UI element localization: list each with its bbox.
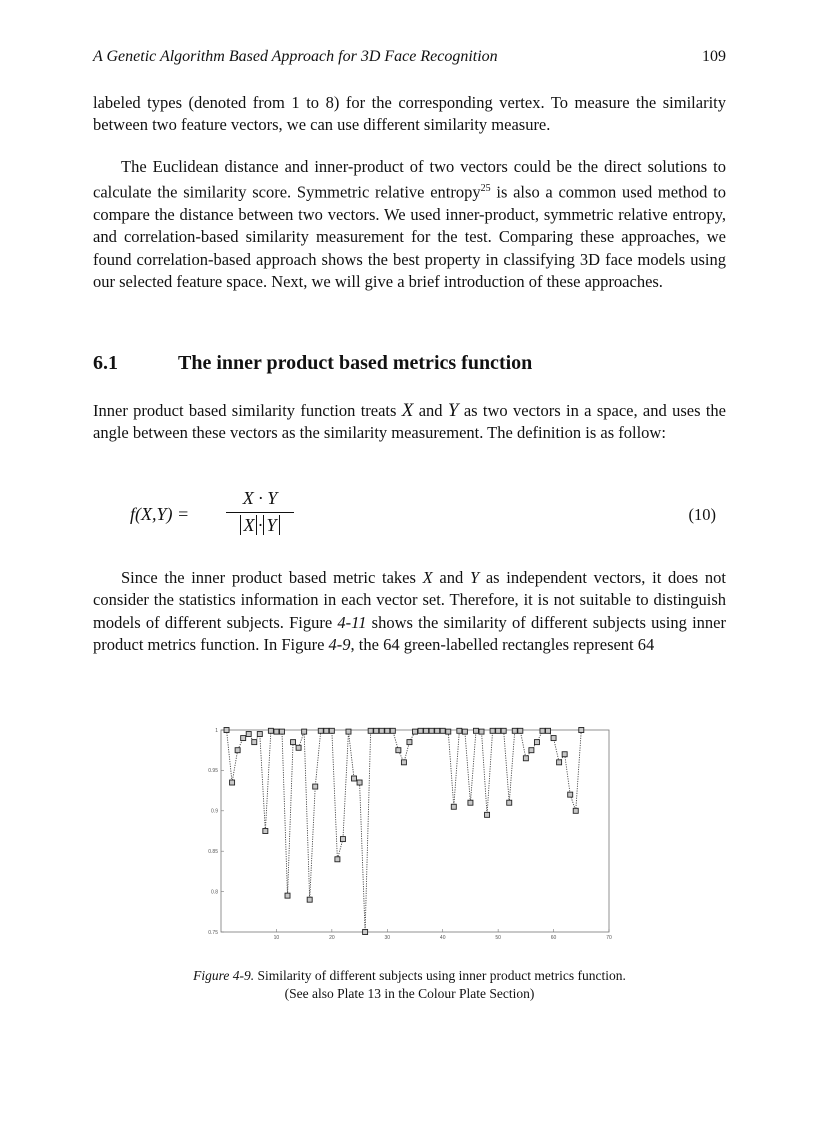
equation-fraction	[226, 488, 294, 536]
data-point	[241, 736, 246, 741]
data-point	[346, 729, 351, 734]
data-point	[546, 728, 551, 733]
data-point	[473, 728, 478, 733]
paragraph-2-text-a: The Euclidean distance and inner-product of two vectors could be the direct solutions to calculate the similarity score. Symmetric relative entropy	[93, 157, 726, 202]
den-dot: ·	[257, 515, 264, 535]
data-point	[518, 728, 523, 733]
data-point	[490, 728, 495, 733]
data-point	[379, 728, 384, 733]
data-point	[390, 728, 395, 733]
plot-area	[221, 730, 609, 932]
data-point	[329, 728, 334, 733]
data-point	[335, 857, 340, 862]
norm-y: Y	[263, 515, 279, 535]
data-point	[268, 728, 273, 733]
data-point	[579, 728, 584, 733]
data-point	[257, 732, 262, 737]
section-number: 6.1	[93, 352, 118, 374]
data-point	[557, 760, 562, 765]
paragraph-3-text-a: Inner product based similarity function treats	[93, 401, 402, 420]
data-point	[568, 792, 573, 797]
paragraph-1: labeled types (denoted from 1 to 8) for the corresponding vertex. To measure the similarity between two feature vectors, we can use different similarity measure.	[93, 93, 726, 135]
paragraph-4-text-b: and	[432, 568, 470, 587]
data-point	[385, 728, 390, 733]
citation-ref: 25	[480, 183, 491, 195]
x-tick-label: 70	[606, 935, 612, 941]
paragraph-3-text-c: as two vectors in a space, and uses the angle between these vectors as the similarity measurement. The definition is as follow:	[93, 401, 726, 443]
y-tick-label: 0.75	[208, 929, 218, 936]
caption-text: Similarity of different subjects using inner product metrics function.	[254, 968, 626, 983]
data-point	[407, 740, 412, 745]
data-point	[374, 728, 379, 733]
data-point	[479, 729, 484, 734]
data-point	[551, 736, 556, 741]
equation-10	[130, 488, 726, 550]
x-tick-label: 10	[273, 935, 280, 941]
data-point	[573, 808, 578, 813]
data-point	[296, 745, 301, 750]
figure-ref-2: 4-9	[328, 634, 351, 654]
data-point	[413, 729, 418, 734]
figure-4-9	[198, 722, 618, 942]
x-tick-label: 50	[495, 935, 501, 941]
running-title: A Genetic Algorithm Based Approach for 3D Face Recognition	[93, 48, 498, 65]
data-point	[501, 728, 506, 733]
data-point	[357, 780, 362, 785]
x-tick-label: 40	[439, 935, 446, 941]
data-point	[368, 728, 373, 733]
data-point	[324, 728, 329, 733]
equation-number: (10)	[688, 505, 716, 524]
data-point	[230, 780, 235, 785]
data-point	[540, 728, 545, 733]
data-point	[274, 729, 279, 734]
x-tick-label: 20	[329, 935, 335, 941]
data-point	[429, 728, 434, 733]
data-point	[340, 837, 345, 842]
data-point	[291, 740, 296, 745]
variable-y: Y	[447, 400, 459, 421]
paragraph-4	[93, 567, 726, 656]
caption-label: Figure 4-9.	[193, 968, 255, 983]
data-point	[396, 748, 401, 753]
data-point	[307, 897, 312, 902]
similarity-chart	[198, 722, 618, 942]
paragraph-2-text-b: is also a common used method to compare the distance between two vectors. We used inner-product, symmetric relative entropy, and correlation-based similarity measurement for the test. Comparing these approaches, we found correlation-based approach shows the best property in classifying 3D face models using our selected feature space. Next, we will give a brief introduction of these approaches.	[93, 182, 726, 291]
data-point	[235, 748, 240, 753]
caption-line-2: (See also Plate 13 in the Colour Plate Section)	[284, 986, 535, 1001]
data-point	[440, 728, 445, 733]
data-point	[285, 893, 290, 898]
paragraph-2	[93, 156, 726, 293]
y-tick-label: 0.9	[211, 808, 218, 815]
page-number: 109	[702, 48, 726, 65]
norm-x: X	[240, 515, 257, 535]
variable-x: X	[401, 400, 414, 421]
data-point	[313, 784, 318, 789]
x-tick-label: 60	[550, 935, 557, 941]
data-point	[401, 760, 406, 765]
data-point	[246, 732, 251, 737]
variable-x: X	[422, 568, 433, 587]
y-tick-label: 0.85	[208, 849, 218, 855]
variable-y: Y	[469, 568, 480, 587]
data-point	[534, 740, 539, 745]
data-point	[279, 729, 284, 734]
data-point	[468, 800, 473, 805]
data-point	[424, 728, 429, 733]
equation-denominator	[226, 515, 294, 536]
section-title: The inner product based metrics function	[178, 352, 533, 374]
data-point	[352, 776, 357, 781]
paragraph-4-text-e: , the 64 green-labelled rectangles represent 64	[350, 634, 655, 654]
figure-caption	[93, 967, 726, 1003]
data-point	[435, 728, 440, 733]
data-point	[562, 752, 567, 757]
data-point	[496, 728, 501, 733]
y-tick-label: 0.8	[211, 889, 218, 896]
data-point	[263, 829, 268, 834]
data-point	[523, 756, 528, 761]
paragraph-3-text-b: and	[413, 401, 448, 420]
data-point	[252, 740, 257, 745]
data-point	[418, 728, 423, 733]
data-point	[512, 728, 517, 733]
y-tick-label: 0.95	[208, 768, 218, 775]
data-point	[507, 800, 512, 805]
data-point	[529, 748, 534, 753]
paragraph-4-text-a: Since the inner product based metric takes	[121, 568, 423, 587]
figure-ref-1: 4-11	[337, 612, 367, 632]
data-point	[457, 728, 462, 733]
data-point	[446, 729, 451, 734]
paragraph-4-text-c: as independent vectors, it does not consider the statistics information in each vector set. Therefore, it is not suitable to distinguish models of different subjects. Figure	[93, 568, 727, 632]
x-tick-label: 30	[384, 935, 391, 941]
paragraph-3	[93, 400, 726, 445]
paragraph-4-text-d: shows the similarity of different subjects using inner product metrics function. In Figure	[93, 612, 726, 654]
fraction-bar	[226, 512, 294, 513]
data-point	[462, 729, 467, 734]
caption-line-1	[93, 967, 726, 985]
y-tick-label: 1	[215, 727, 218, 734]
equation-numerator: X · Y	[242, 488, 278, 508]
data-point	[302, 729, 307, 734]
data-point	[451, 804, 456, 809]
running-header	[93, 48, 726, 70]
data-point	[363, 930, 368, 935]
data-point	[318, 728, 323, 733]
data-point	[224, 728, 229, 733]
data-point	[485, 812, 490, 817]
equation-lhs: f(X,Y) =	[130, 504, 190, 524]
